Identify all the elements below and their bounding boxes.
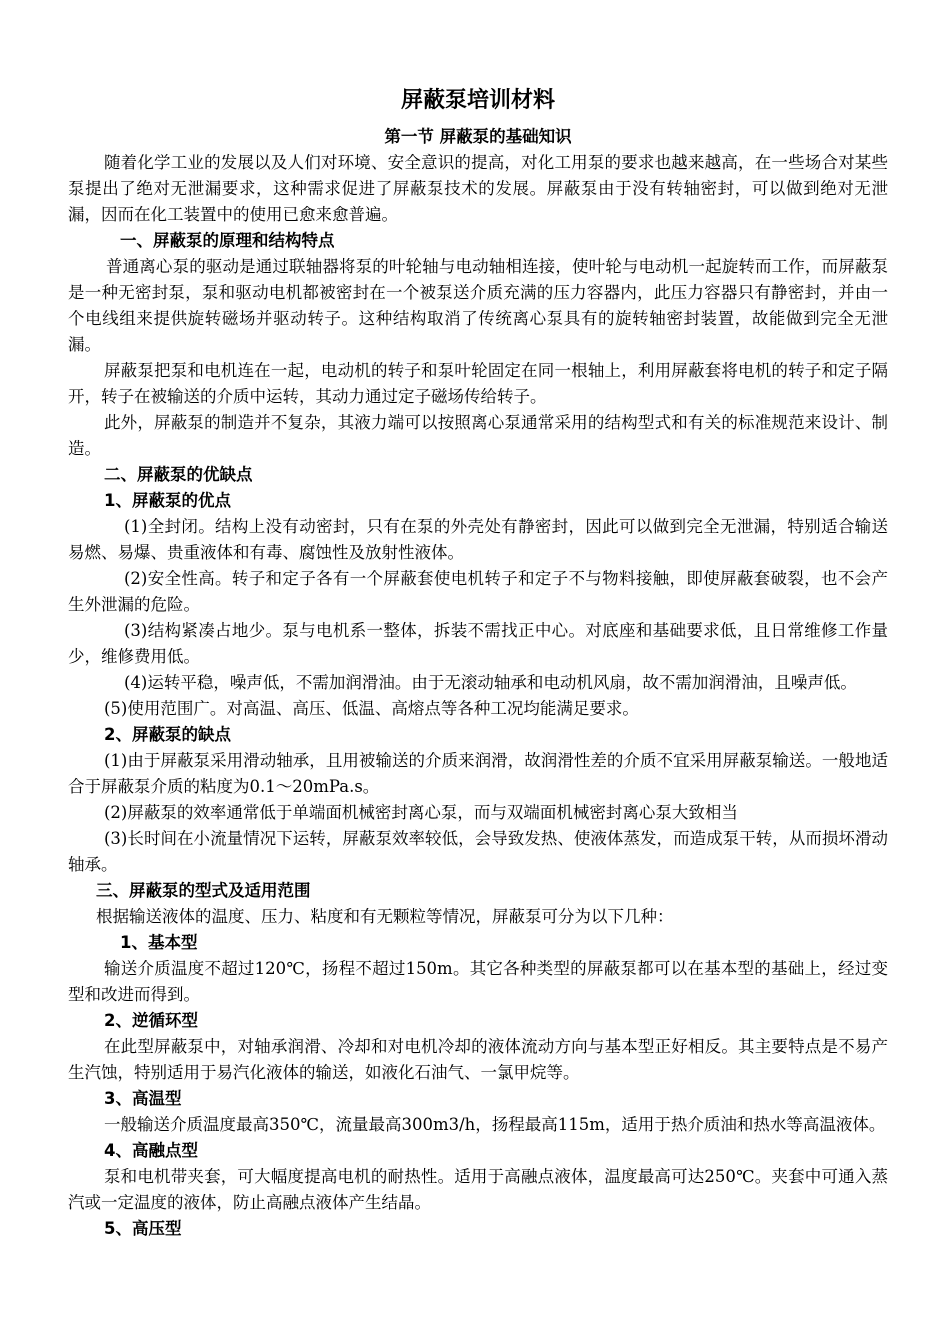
document-page <box>68 86 888 1242</box>
paragraph-type-high-temperature: 一般输送介质温度最高350℃，流量最高300m3/h，扬程最高115m，适用于热介质油和热水等高温液体。 <box>104 1115 886 1134</box>
document-title: 屏蔽泵培训材料 <box>400 88 555 113</box>
advantage-item-1: (1)全封闭。结构上没有动密封，只有在泵的外壳处有静密封，因此可以做到完全无泄漏，特别适合输送易燃、易爆、贵重液体和有毒、腐蚀性及放射性液体。 <box>68 517 888 562</box>
disadvantage-item-1: (1)由于屏蔽泵采用滑动轴承，且用被输送的介质来润滑，故润滑性差的介质不宜采用屏蔽泵输送。一般地适合于屏蔽泵介质的粘度为0.1～20mPa.s。 <box>68 751 888 796</box>
paragraph-type-reverse-circulation: 在此型屏蔽泵中，对轴承润滑、冷却和对电机冷却的液体流动方向与基本型正好相反。其主要特点是不易产生汽蚀，特别适用于易汽化液体的输送，如液化石油气、一氯甲烷等。 <box>68 1037 888 1082</box>
section-title: 第一节 屏蔽泵的基础知识 <box>384 127 572 146</box>
disadvantage-item-3: (3)长时间在小流量情况下运转，屏蔽泵效率较低，会导致发热、使液体蒸发，而造成泵干转，从而损坏滑动轴承。 <box>68 829 888 874</box>
heading-type-reverse-circulation: 2、逆循环型 <box>104 1011 198 1030</box>
advantage-item-3: (3)结构紧凑占地少。泵与电机系一整体，拆装不需找正中心。对底座和基础要求低，且日常维修工作量少，维修费用低。 <box>68 621 888 666</box>
heading-pros-cons: 二、屏蔽泵的优缺点 <box>104 465 253 484</box>
heading-type-high-temperature: 3、高温型 <box>104 1089 182 1108</box>
disadvantage-item-2: (2)屏蔽泵的效率通常低于单端面机械密封离心泵，而与双端面机械密封离心泵大致相当 <box>104 803 738 822</box>
heading-type-high-melting-point: 4、高融点型 <box>104 1141 198 1160</box>
paragraph-principle-1: 普通离心泵的驱动是通过联轴器将泵的叶轮轴与电动轴相连接，使叶轮与电动机一起旋转而工作，而屏蔽泵是一种无密封泵，泵和驱动电机都被密封在一个被泵送介质充满的压力容器内，此压力容器只有静密封，并由一个电线组来提供旋转磁场并驱动转子。这种结构取消了传统离心泵具有的旋转轴密封装置，故能做到完全无泄漏。 <box>68 257 888 354</box>
heading-disadvantages: 2、屏蔽泵的缺点 <box>104 725 231 744</box>
heading-advantages: 1、屏蔽泵的优点 <box>104 491 231 510</box>
heading-types: 三、屏蔽泵的型式及适用范围 <box>96 881 311 900</box>
advantage-item-5: (5)使用范围广。对高温、高压、低温、高熔点等各种工况均能满足要求。 <box>104 699 639 718</box>
intro-paragraph: 随着化学工业的发展以及人们对环境、安全意识的提高，对化工用泵的要求也越来越高，在一些场合对某些泵提出了绝对无泄漏要求，这种需求促进了屏蔽泵技术的发展。屏蔽泵由于没有转轴密封，可以做到绝对无泄漏，因而在化工装置中的使用已愈来愈普遍。 <box>68 153 888 224</box>
paragraph-principle-3: 此外，屏蔽泵的制造并不复杂，其液力端可以按照离心泵通常采用的结构型式和有关的标准规范来设计、制造。 <box>68 413 888 458</box>
heading-principle: 一、屏蔽泵的原理和结构特点 <box>120 231 335 250</box>
paragraph-principle-2: 屏蔽泵把泵和电机连在一起，电动机的转子和泵叶轮固定在同一根轴上，利用屏蔽套将电机的转子和定子隔开，转子在被输送的介质中运转，其动力通过定子磁场传给转子。 <box>68 361 888 406</box>
advantage-item-2: (2)安全性高。转子和定子各有一个屏蔽套使电机转子和定子不与物料接触，即使屏蔽套破裂，也不会产生外泄漏的危险。 <box>68 569 888 614</box>
advantage-item-4: (4)运转平稳，噪声低，不需加润滑油。由于无滚动轴承和电动机风扇，故不需加润滑油，且噪声低。 <box>124 673 857 692</box>
heading-type-high-pressure: 5、高压型 <box>104 1219 182 1238</box>
heading-type-basic: 1、基本型 <box>120 933 198 952</box>
paragraph-type-high-melting-point: 泵和电机带夹套，可大幅度提高电机的耐热性。适用于高融点液体，温度最高可达250℃。夹套中可通入蒸汽或一定温度的液体，防止高融点液体产生结晶。 <box>68 1167 888 1212</box>
paragraph-types-intro: 根据输送液体的温度、压力、粘度和有无颗粒等情况，屏蔽泵可分为以下几种： <box>96 907 674 926</box>
paragraph-type-basic: 输送介质温度不超过120℃，扬程不超过150m。其它各种类型的屏蔽泵都可以在基本型的基础上，经过变型和改进而得到。 <box>68 959 888 1004</box>
